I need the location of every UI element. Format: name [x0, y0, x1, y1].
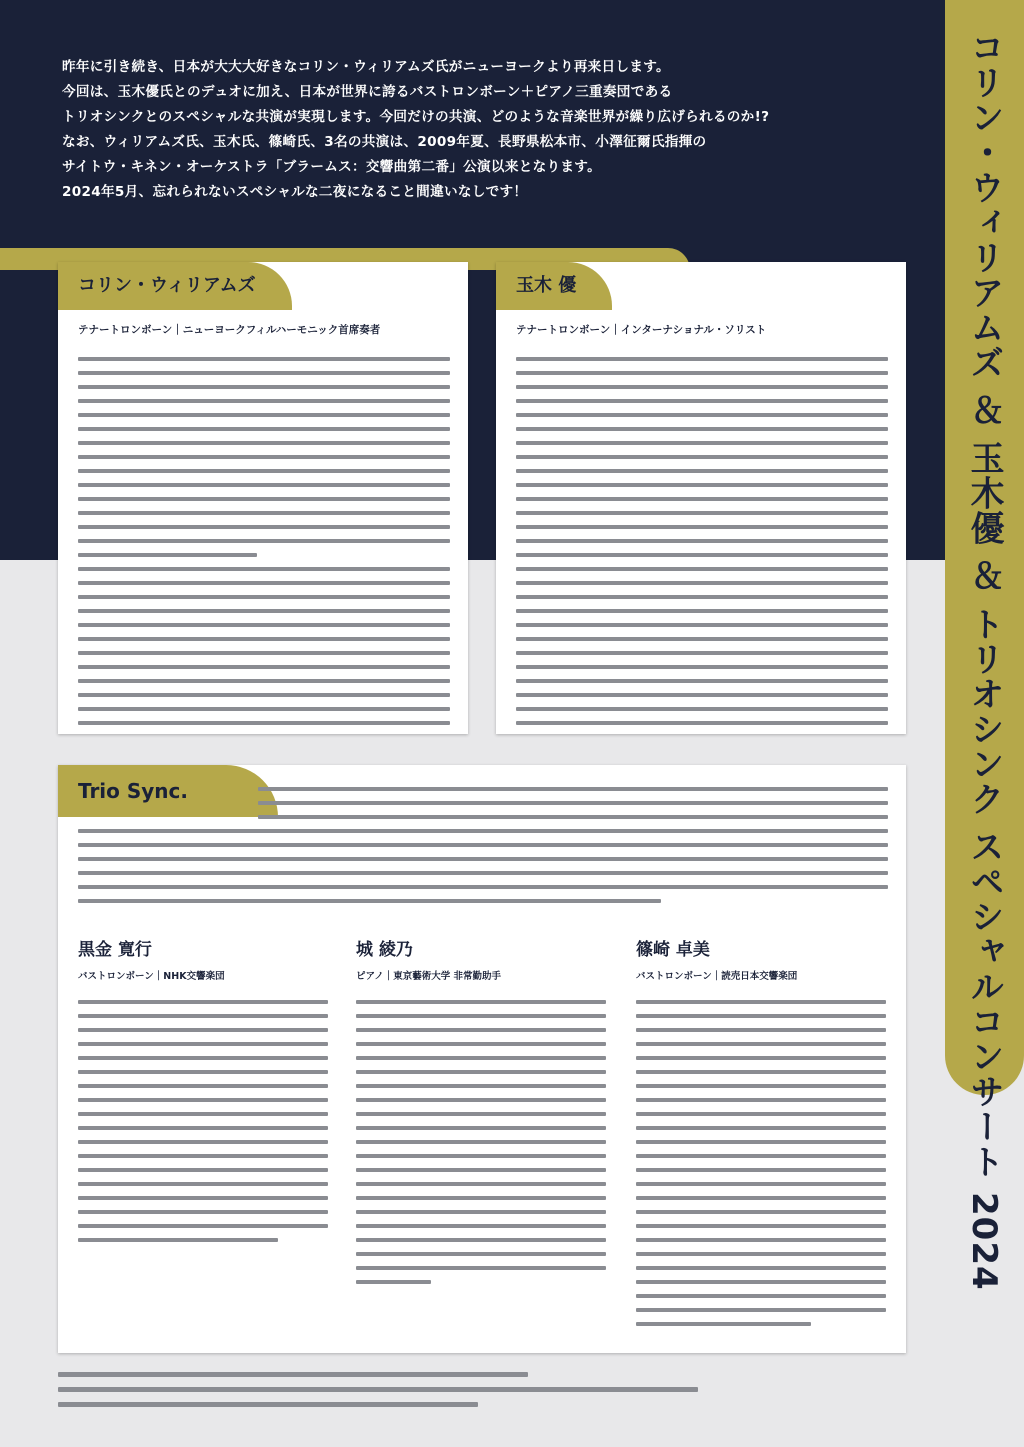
member-subtitle: バストロンボーン｜NHK交響楽団 — [78, 971, 225, 982]
member-name: 篠崎 卓美 — [636, 940, 710, 960]
member-bio — [78, 1000, 328, 1242]
tamaki-bio — [516, 357, 888, 734]
page-title: コリン・ウィリアムズ ＆ 玉木優 ＆ トリオシンク スペシャルコンサート 2024 — [964, 30, 1004, 1291]
credit-line — [58, 1402, 478, 1407]
tamaki-subtitle: テナートロンボーン｜インターナショナル・ソリスト — [516, 324, 767, 336]
title-vertical-bar — [945, 0, 1024, 1291]
intro-text — [62, 58, 922, 208]
member-bio — [636, 1000, 886, 1326]
tamaki-name: 玉木 優 — [496, 262, 612, 310]
credit-line — [58, 1372, 528, 1377]
trio-card — [58, 765, 906, 1353]
colin-subtitle: テナートロンボーン｜ニューヨークフィルハーモニック首席奏者 — [78, 324, 381, 336]
member-jo — [356, 935, 606, 1294]
trio-bio — [258, 787, 888, 815]
intro-line: 2024年5月、忘れられないスペシャルな二夜になること間違いなしです！ — [62, 184, 528, 200]
member-shinozaki — [636, 935, 886, 1336]
member-subtitle: バストロンボーン｜読売日本交響楽団 — [636, 971, 798, 982]
member-name: 城 綾乃 — [356, 940, 413, 960]
member-bio — [356, 1000, 606, 1284]
member-kurogane — [78, 935, 328, 1252]
member-subtitle: ピアノ｜東京藝術大学 非常勤助手 — [356, 971, 502, 982]
member-name: 黒金 寛行 — [78, 940, 152, 960]
tamaki-card — [496, 262, 906, 734]
intro-line: サイトウ・キネン・オーケストラ「ブラームス：交響曲第二番」公演以来となります。 — [62, 159, 601, 175]
intro-line: なお、ウィリアムズ氏、玉木氏、篠崎氏、3名の共演は、2009年夏、長野県松本市、小澤征爾氏指揮の — [62, 134, 707, 150]
intro-line: トリオシンクとのスペシャルな共演が実現します。今回だけの共演、どのような音楽世界が繰り広げられるのか!? — [62, 109, 770, 125]
trio-name: Trio Sync. — [58, 765, 278, 817]
colin-card — [58, 262, 468, 734]
colin-bio — [78, 357, 450, 734]
credits-footer — [58, 1372, 958, 1417]
intro-line: 今回は、玉木優氏とのデュオに加え、日本が世界に誇るバストロンボーン＋ピアノ三重奏団である — [62, 84, 673, 100]
colin-name: コリン・ウィリアムズ — [58, 262, 292, 310]
intro-line: 昨年に引き続き、日本が大大大好きなコリン・ウィリアムズ氏がニューヨークより再来日します。 — [62, 59, 670, 75]
credit-line — [58, 1387, 698, 1392]
trio-bio-cont — [78, 815, 888, 913]
